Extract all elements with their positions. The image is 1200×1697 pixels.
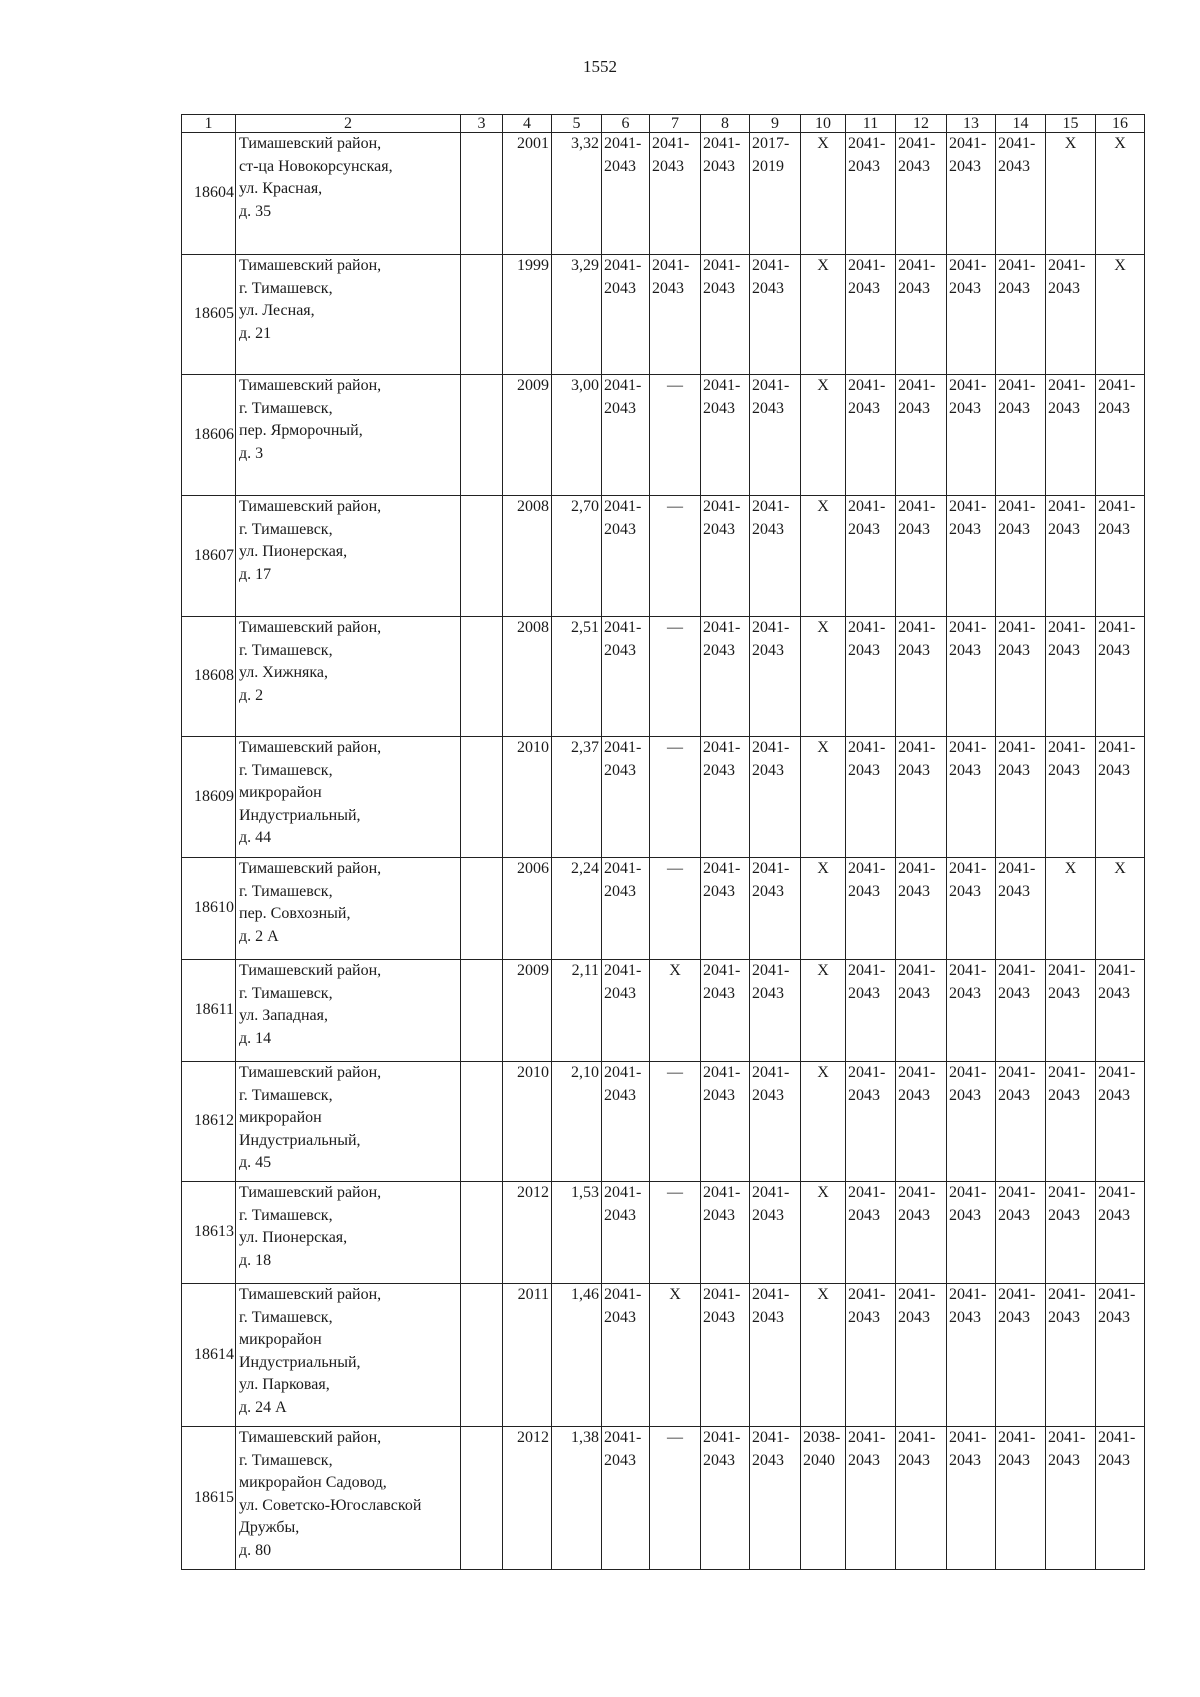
cell-col-13: 2041- 2043 [947, 858, 996, 960]
cell-col-4: 2008 [503, 496, 552, 617]
page-number: 1552 [583, 57, 617, 76]
row-id: 18608 [182, 617, 236, 737]
cell-col-14: 2041- 2043 [996, 255, 1046, 375]
cell-col-5: 2,51 [552, 617, 602, 737]
cell-col-4: 2001 [503, 133, 552, 255]
cell-col-11: 2041- 2043 [846, 133, 896, 255]
cell-col-9: 2041- 2043 [750, 1062, 801, 1182]
cell-col-11: 2041- 2043 [846, 496, 896, 617]
cell-col-7: — [650, 1427, 701, 1570]
cell-col-10: 2038- 2040 [801, 1427, 846, 1570]
cell-col-7: — [650, 1062, 701, 1182]
cell-col-13: 2041- 2043 [947, 1427, 996, 1570]
cell-col-7: — [650, 737, 701, 858]
cell-col-16: 2041- 2043 [1096, 737, 1145, 858]
cell-col-3 [461, 617, 503, 737]
cell-col-12: 2041- 2043 [896, 737, 947, 858]
cell-col-10: X [801, 617, 846, 737]
cell-col-15: 2041- 2043 [1046, 617, 1096, 737]
table-row [182, 737, 1145, 858]
cell-col-14: 2041- 2043 [996, 496, 1046, 617]
cell-col-3 [461, 133, 503, 255]
cell-col-10: X [801, 858, 846, 960]
column-header: 12 [896, 115, 947, 133]
address-cell [236, 255, 461, 375]
cell-col-11: 2041- 2043 [846, 1284, 896, 1427]
cell-col-10: X [801, 960, 846, 1062]
cell-col-6: 2041- 2043 [602, 255, 650, 375]
cell-col-7: — [650, 617, 701, 737]
cell-col-14: 2041- 2043 [996, 1427, 1046, 1570]
cell-col-16: X [1096, 255, 1145, 375]
cell-col-6: 2041- 2043 [602, 1062, 650, 1182]
cell-col-15: 2041- 2043 [1046, 1062, 1096, 1182]
cell-col-12: 2041- 2043 [896, 496, 947, 617]
cell-col-14: 2041- 2043 [996, 1062, 1046, 1182]
cell-col-11: 2041- 2043 [846, 960, 896, 1062]
cell-col-13: 2041- 2043 [947, 375, 996, 496]
cell-col-15: X [1046, 133, 1096, 255]
cell-col-8: 2041- 2043 [701, 133, 750, 255]
row-id: 18604 [182, 133, 236, 255]
cell-col-9: 2041- 2043 [750, 255, 801, 375]
address-cell [236, 617, 461, 737]
cell-col-12: 2041- 2043 [896, 1062, 947, 1182]
cell-col-5: 1,38 [552, 1427, 602, 1570]
cell-col-12: 2041- 2043 [896, 255, 947, 375]
cell-col-16: 2041- 2043 [1096, 496, 1145, 617]
address-cell [236, 1427, 461, 1570]
column-header: 16 [1096, 115, 1145, 133]
address-text: Тимашевский район, г. Тимашевск, микрорайон Индустриальный, д. 45 [239, 1064, 382, 1172]
column-header: 11 [846, 115, 896, 133]
cell-col-11: 2041- 2043 [846, 737, 896, 858]
cell-col-3 [461, 1062, 503, 1182]
cell-col-8: 2041- 2043 [701, 737, 750, 858]
cell-col-4: 2009 [503, 375, 552, 496]
cell-col-16: 2041- 2043 [1096, 1182, 1145, 1284]
address-text: Тимашевский район, г. Тимашевск, ул. Пионерская, д. 18 [239, 1184, 382, 1269]
cell-col-13: 2041- 2043 [947, 1062, 996, 1182]
cell-col-13: 2041- 2043 [947, 255, 996, 375]
table-row [182, 960, 1145, 1062]
address-cell [236, 858, 461, 960]
column-header: 5 [552, 115, 602, 133]
cell-col-8: 2041- 2043 [701, 1182, 750, 1284]
cell-col-7: — [650, 496, 701, 617]
cell-col-9: 2041- 2043 [750, 960, 801, 1062]
column-header: 7 [650, 115, 701, 133]
cell-col-15: X [1046, 858, 1096, 960]
cell-col-7: — [650, 858, 701, 960]
address-cell [236, 960, 461, 1062]
row-id: 18612 [182, 1062, 236, 1182]
cell-col-6: 2041- 2043 [602, 375, 650, 496]
table-row [182, 133, 1145, 255]
table-row [182, 1062, 1145, 1182]
row-id: 18610 [182, 858, 236, 960]
row-id: 18615 [182, 1427, 236, 1570]
cell-col-9: 2041- 2043 [750, 1182, 801, 1284]
address-cell [236, 737, 461, 858]
cell-col-7: — [650, 1182, 701, 1284]
cell-col-13: 2041- 2043 [947, 617, 996, 737]
cell-col-16: 2041- 2043 [1096, 960, 1145, 1062]
cell-col-16: 2041- 2043 [1096, 617, 1145, 737]
cell-col-5: 1,46 [552, 1284, 602, 1427]
cell-col-12: 2041- 2043 [896, 617, 947, 737]
cell-col-10: X [801, 1284, 846, 1427]
row-id: 18606 [182, 375, 236, 496]
column-header: 10 [801, 115, 846, 133]
table-row [182, 858, 1145, 960]
cell-col-16: X [1096, 133, 1145, 255]
cell-col-15: 2041- 2043 [1046, 1182, 1096, 1284]
cell-col-11: 2041- 2043 [846, 617, 896, 737]
cell-col-5: 2,10 [552, 1062, 602, 1182]
column-header: 13 [947, 115, 996, 133]
cell-col-13: 2041- 2043 [947, 496, 996, 617]
row-id: 18614 [182, 1284, 236, 1427]
cell-col-8: 2041- 2043 [701, 1427, 750, 1570]
cell-col-6: 2041- 2043 [602, 960, 650, 1062]
cell-col-15: 2041- 2043 [1046, 960, 1096, 1062]
cell-col-13: 2041- 2043 [947, 133, 996, 255]
cell-col-7: 2041- 2043 [650, 133, 701, 255]
cell-col-8: 2041- 2043 [701, 960, 750, 1062]
cell-col-10: X [801, 375, 846, 496]
cell-col-13: 2041- 2043 [947, 737, 996, 858]
cell-col-13: 2041- 2043 [947, 1182, 996, 1284]
cell-col-14: 2041- 2043 [996, 858, 1046, 960]
cell-col-10: X [801, 133, 846, 255]
cell-col-9: 2017- 2019 [750, 133, 801, 255]
cell-col-14: 2041- 2043 [996, 1284, 1046, 1427]
table-row [182, 617, 1145, 737]
column-header: 4 [503, 115, 552, 133]
cell-col-4: 2011 [503, 1284, 552, 1427]
cell-col-10: X [801, 1062, 846, 1182]
cell-col-4: 2006 [503, 858, 552, 960]
table-row [182, 1284, 1145, 1427]
cell-col-16: 2041- 2043 [1096, 375, 1145, 496]
cell-col-10: X [801, 496, 846, 617]
cell-col-9: 2041- 2043 [750, 617, 801, 737]
row-id: 18609 [182, 737, 236, 858]
table-row [182, 1182, 1145, 1284]
cell-col-11: 2041- 2043 [846, 1182, 896, 1284]
address-text: Тимашевский район, ст-ца Новокорсунская, ул. Красная, д. 35 [239, 135, 393, 220]
cell-col-4: 2012 [503, 1427, 552, 1570]
cell-col-15: 2041- 2043 [1046, 375, 1096, 496]
address-cell [236, 375, 461, 496]
cell-col-9: 2041- 2043 [750, 737, 801, 858]
cell-col-14: 2041- 2043 [996, 133, 1046, 255]
table-row [182, 375, 1145, 496]
table-row [182, 255, 1145, 375]
column-header: 3 [461, 115, 503, 133]
cell-col-6: 2041- 2043 [602, 1182, 650, 1284]
cell-col-6: 2041- 2043 [602, 858, 650, 960]
cell-col-12: 2041- 2043 [896, 960, 947, 1062]
row-id: 18607 [182, 496, 236, 617]
cell-col-3 [461, 1182, 503, 1284]
column-header: 2 [236, 115, 461, 133]
cell-col-6: 2041- 2043 [602, 737, 650, 858]
cell-col-5: 2,70 [552, 496, 602, 617]
cell-col-3 [461, 255, 503, 375]
cell-col-11: 2041- 2043 [846, 255, 896, 375]
address-text: Тимашевский район, г. Тимашевск, микрорайон Садовод, ул. Советско-Югославской Дружбы, д. 80 [239, 1429, 422, 1559]
cell-col-9: 2041- 2043 [750, 496, 801, 617]
cell-col-4: 2012 [503, 1182, 552, 1284]
cell-col-6: 2041- 2043 [602, 133, 650, 255]
column-header: 8 [701, 115, 750, 133]
cell-col-4: 2008 [503, 617, 552, 737]
cell-col-5: 3,29 [552, 255, 602, 375]
cell-col-8: 2041- 2043 [701, 858, 750, 960]
cell-col-9: 2041- 2043 [750, 1284, 801, 1427]
cell-col-9: 2041- 2043 [750, 375, 801, 496]
cell-col-8: 2041- 2043 [701, 375, 750, 496]
cell-col-6: 2041- 2043 [602, 1284, 650, 1427]
cell-col-15: 2041- 2043 [1046, 1427, 1096, 1570]
cell-col-3 [461, 375, 503, 496]
cell-col-8: 2041- 2043 [701, 617, 750, 737]
row-id: 18613 [182, 1182, 236, 1284]
cell-col-13: 2041- 2043 [947, 960, 996, 1062]
cell-col-6: 2041- 2043 [602, 496, 650, 617]
row-id: 18611 [182, 960, 236, 1062]
cell-col-13: 2041- 2043 [947, 1284, 996, 1427]
cell-col-5: 3,32 [552, 133, 602, 255]
table-row [182, 1427, 1145, 1570]
cell-col-12: 2041- 2043 [896, 133, 947, 255]
cell-col-3 [461, 1427, 503, 1570]
cell-col-9: 2041- 2043 [750, 1427, 801, 1570]
address-text: Тимашевский район, г. Тимашевск, пер. Ярморочный, д. 3 [239, 377, 382, 462]
cell-col-10: X [801, 737, 846, 858]
cell-col-7: X [650, 960, 701, 1062]
cell-col-4: 1999 [503, 255, 552, 375]
cell-col-11: 2041- 2043 [846, 1062, 896, 1182]
cell-col-3 [461, 737, 503, 858]
cell-col-6: 2041- 2043 [602, 617, 650, 737]
header-row [182, 115, 1145, 133]
cell-col-12: 2041- 2043 [896, 375, 947, 496]
cell-col-12: 2041- 2043 [896, 1182, 947, 1284]
cell-col-8: 2041- 2043 [701, 496, 750, 617]
cell-col-5: 2,24 [552, 858, 602, 960]
cell-col-12: 2041- 2043 [896, 1284, 947, 1427]
cell-col-4: 2009 [503, 960, 552, 1062]
cell-col-5: 3,00 [552, 375, 602, 496]
cell-col-15: 2041- 2043 [1046, 1284, 1096, 1427]
address-cell [236, 496, 461, 617]
cell-col-8: 2041- 2043 [701, 1062, 750, 1182]
address-cell [236, 1182, 461, 1284]
cell-col-11: 2041- 2043 [846, 858, 896, 960]
column-header: 6 [602, 115, 650, 133]
cell-col-8: 2041- 2043 [701, 255, 750, 375]
cell-col-5: 2,37 [552, 737, 602, 858]
address-text: Тимашевский район, г. Тимашевск, ул. Лесная, д. 21 [239, 257, 382, 342]
row-id: 18605 [182, 255, 236, 375]
cell-col-5: 1,53 [552, 1182, 602, 1284]
column-header: 15 [1046, 115, 1096, 133]
cell-col-15: 2041- 2043 [1046, 255, 1096, 375]
cell-col-14: 2041- 2043 [996, 617, 1046, 737]
cell-col-5: 2,11 [552, 960, 602, 1062]
address-text: Тимашевский район, г. Тимашевск, микрорайон Индустриальный, ул. Парковая, д. 24 А [239, 1286, 382, 1416]
cell-col-3 [461, 496, 503, 617]
cell-col-4: 2010 [503, 737, 552, 858]
cell-col-7: — [650, 375, 701, 496]
cell-col-15: 2041- 2043 [1046, 737, 1096, 858]
address-cell [236, 1062, 461, 1182]
address-text: Тимашевский район, г. Тимашевск, ул. Западная, д. 14 [239, 962, 382, 1047]
cell-col-4: 2010 [503, 1062, 552, 1182]
cell-col-16: X [1096, 858, 1145, 960]
data-table [181, 114, 1145, 1570]
cell-col-11: 2041- 2043 [846, 375, 896, 496]
cell-col-6: 2041- 2043 [602, 1427, 650, 1570]
cell-col-16: 2041- 2043 [1096, 1062, 1145, 1182]
cell-col-10: X [801, 255, 846, 375]
cell-col-14: 2041- 2043 [996, 375, 1046, 496]
address-text: Тимашевский район, г. Тимашевск, микрорайон Индустриальный, д. 44 [239, 739, 382, 847]
cell-col-9: 2041- 2043 [750, 858, 801, 960]
cell-col-14: 2041- 2043 [996, 960, 1046, 1062]
column-header: 14 [996, 115, 1046, 133]
column-header: 1 [182, 115, 236, 133]
cell-col-15: 2041- 2043 [1046, 496, 1096, 617]
address-cell [236, 133, 461, 255]
column-header: 9 [750, 115, 801, 133]
cell-col-11: 2041- 2043 [846, 1427, 896, 1570]
cell-col-3 [461, 1284, 503, 1427]
cell-col-16: 2041- 2043 [1096, 1427, 1145, 1570]
cell-col-12: 2041- 2043 [896, 858, 947, 960]
cell-col-3 [461, 960, 503, 1062]
cell-col-14: 2041- 2043 [996, 737, 1046, 858]
table-row [182, 496, 1145, 617]
cell-col-7: X [650, 1284, 701, 1427]
cell-col-14: 2041- 2043 [996, 1182, 1046, 1284]
cell-col-8: 2041- 2043 [701, 1284, 750, 1427]
cell-col-12: 2041- 2043 [896, 1427, 947, 1570]
cell-col-3 [461, 858, 503, 960]
cell-col-16: 2041- 2043 [1096, 1284, 1145, 1427]
address-text: Тимашевский район, г. Тимашевск, пер. Совхозный, д. 2 А [239, 860, 382, 945]
address-cell [236, 1284, 461, 1427]
address-text: Тимашевский район, г. Тимашевск, ул. Хижняка, д. 2 [239, 619, 382, 704]
cell-col-10: X [801, 1182, 846, 1284]
cell-col-7: 2041- 2043 [650, 255, 701, 375]
address-text: Тимашевский район, г. Тимашевск, ул. Пионерская, д. 17 [239, 498, 382, 583]
